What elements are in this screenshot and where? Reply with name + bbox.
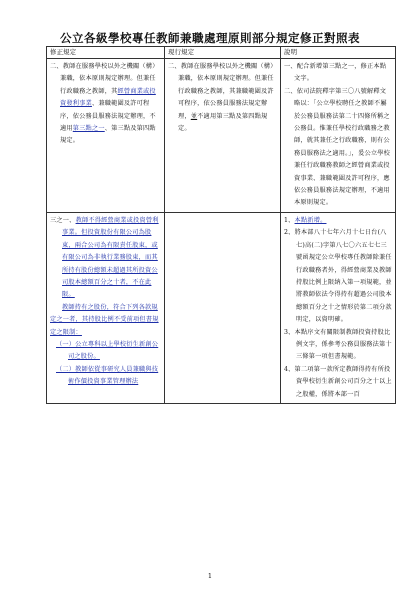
highlight-new-text: 經營商業或投資發利事業 <box>60 87 156 108</box>
table-row <box>47 59 396 213</box>
comparison-table <box>46 46 396 404</box>
highlight-new-text: 教師不得經營商業或投資營利事業。但投資股份有限公司為股東，兩合公司為有限責任股東，或有限公司為非執行業務股東，而其所持有股份總額未超過其所投資公司股本總額百分之十者，不在此限。 <box>62 216 159 299</box>
explanation-item: 二、依司法院釋字第三〇八號解釋文略以：「公立學校聘任之教師不屬於公務員服務法第二十四條所稱之公務員。惟兼任學校行政職務之教師，就其兼任之行政職務，則有公務員服務法之適用。」，爰公立學校兼任行政職務教師之經營商業或投資事業、兼職範圍及許可程序，應依公務員服務法規定辦理，不適用本原則規定。 <box>284 87 390 207</box>
row2-modified-item: （二）教師依從事研究人員兼職與技術作價投資事業管理辦法 <box>56 365 159 386</box>
table-header-row <box>47 47 396 59</box>
row1-current-text: 二、教師在服務學校以外之機關（構）兼職，依本原則規定辦理。但兼任行政職務之教師，其兼職範圍及許可程序，依公務員服務法規定辦理，並不適用第三點及第四點規定。 <box>168 63 277 133</box>
row2-modified-item: （一）公立專科以上學校衍生新創公司之股份。 <box>56 340 159 361</box>
row1-explanation-cell <box>281 59 396 213</box>
row2-modified-heading: 三之一、教師不得經營商業或投資營利事業。但投資股份有限公司為股東，兩合公司為有限責任股東，或有限公司為非執行業務股東，而其所持有股份總額未超過其所投資公司股本總額百分之十者，不在此限。 <box>50 216 159 299</box>
header-explanation: 說明 <box>281 47 396 59</box>
row2-current-cell <box>165 212 281 403</box>
highlight-deleted-text: 並 <box>190 112 198 120</box>
page-number: 1 <box>207 572 213 580</box>
table-row <box>47 212 396 403</box>
row2-modified-cell <box>47 212 165 403</box>
row1-current-cell <box>165 59 281 213</box>
document-title: 公立各級學校專任教師兼職處理原則部分規定修正對照表 <box>60 31 360 45</box>
header-current: 現行規定 <box>165 47 281 59</box>
explanation-item: 2、將本部八十七年六月十七日台(八七)高(二)字第八七〇六五七七三號函規定公立學校專任教師除兼任行政職務者外，得經營商業及教師持股比例上限納入第一項規範，並將教師依法令得持有超過公司股本總額百分之十之情形於第二項分款明定，以資明確。 <box>284 229 392 324</box>
explanation-item: 1、本點新增。 <box>284 216 327 224</box>
row1-modified-cell <box>47 59 165 213</box>
row2-explanation-cell <box>281 212 396 403</box>
header-modified: 修正規定 <box>47 47 165 59</box>
row2-modified-paragraph: 教師持有之股份，符合下列各款規定之一者，其持股比例不受前項但書規定之限制： <box>50 303 159 336</box>
explanation-item: 3、本點序文有關限制教師投資持股比例文字，係參考公務員服務法第十三條第一項但書規範。 <box>284 328 392 361</box>
explanation-item: 4、第二項第一款所定教師得持有所投資學校衍生新創公司百分之十以上之股權，係將本部一百 <box>284 365 392 398</box>
highlight-new-text: 第三點之一 <box>72 125 105 133</box>
explanation-item: 一、配合新增第三點之一，修正本點文字。 <box>284 63 387 83</box>
row1-modified-text: 二、教師在服務學校以外之機關（構）兼職，依本原則規定辦理。但兼任行政職務之教師，其經營商業或投資發利事業、兼職範圍及許可程序，依公務員服務法規定辦理，不適用第三點之一、第三點及第四點規定。 <box>50 63 159 145</box>
